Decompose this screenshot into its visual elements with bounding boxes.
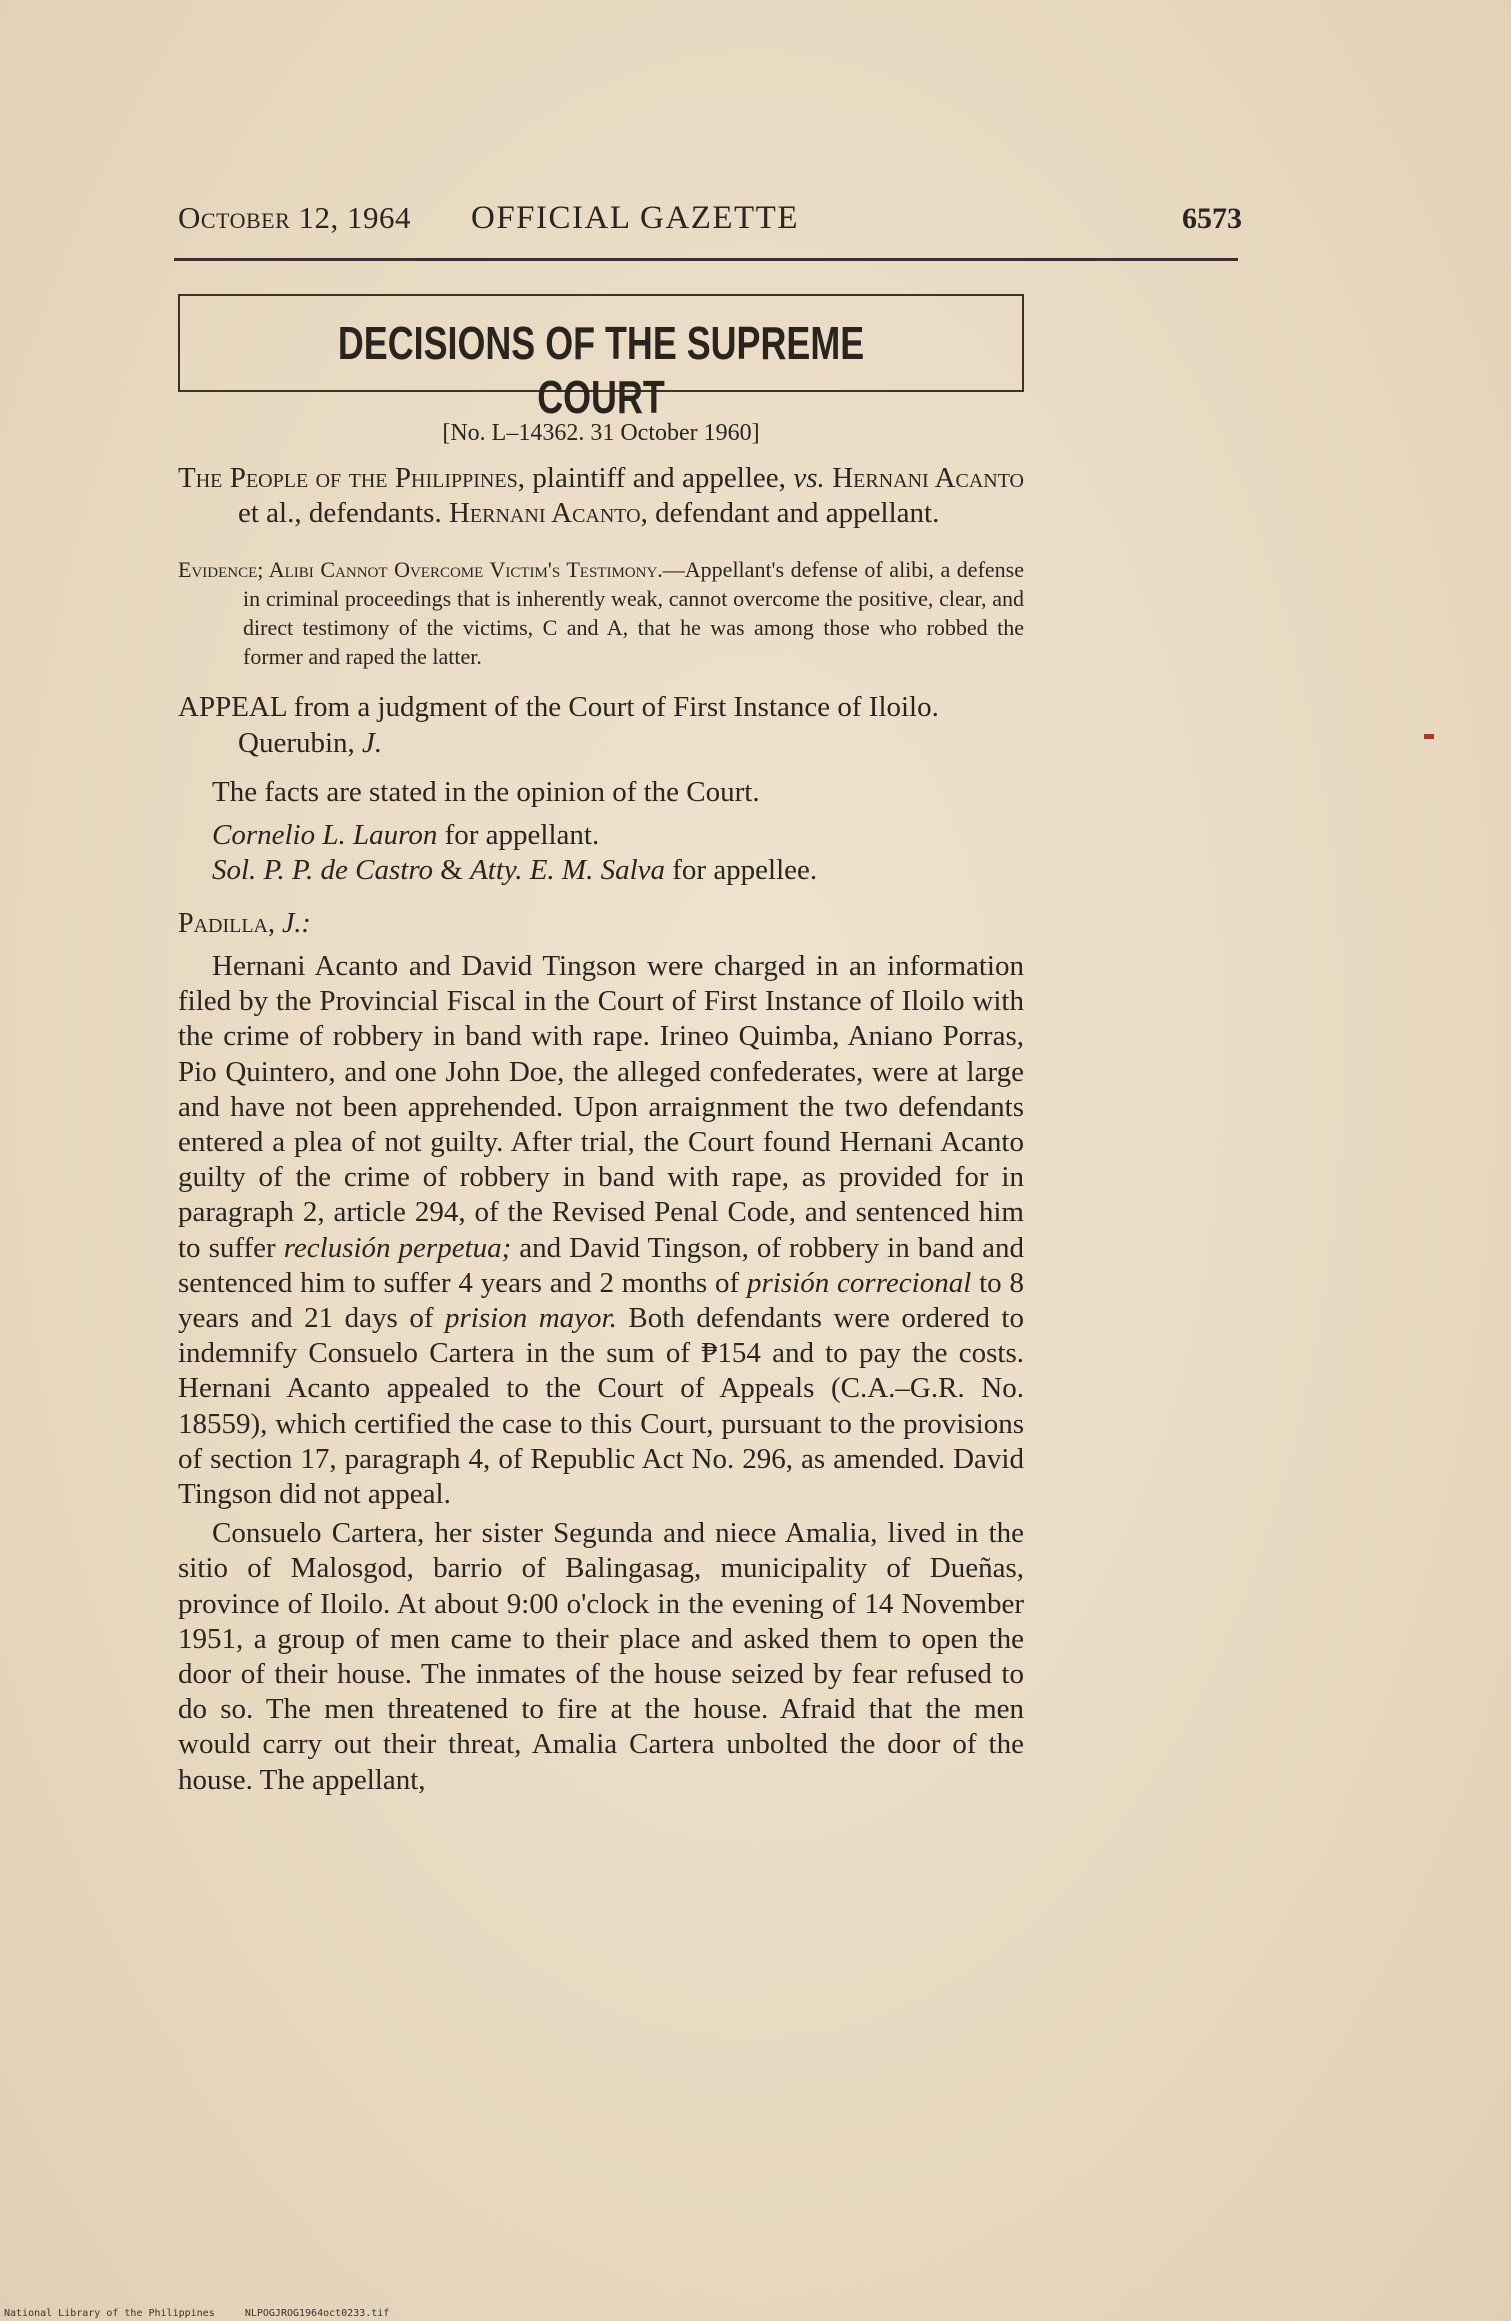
ponente-title: J.: [282, 908, 311, 939]
counsel-appellant [178, 818, 1024, 853]
paper-mark [1424, 734, 1434, 739]
footer-source: National Library of the Philippines [4, 2308, 215, 2319]
appeal-line [178, 689, 1024, 761]
section-banner [178, 294, 1024, 423]
opinion-text: Both defendants were ordered to indemnify Consuelo Cartera in the sum of ₱154 and to pay the costs. Hernani Acanto appealed to the Court of Appeals (C.A.–G.R. No. 18559), which certified the case to this Court, pursuant to the provisions of section 17, paragraph 4, of Republic Act No. 296, as amended. David Tingson did not appeal. [178, 1302, 1024, 1511]
counsel-appellee [178, 853, 1024, 888]
case-number: [No. L–14362. 31 October 1960] [442, 420, 760, 446]
caption-text: , defendant and appellant. [640, 497, 940, 529]
appeal-judge: J. [362, 727, 383, 759]
appellee-counsel-name-2: Atty. E. M. Salva [470, 854, 665, 886]
syllabus-heading: Evidence; Alibi Cannot Overcome Victim's Testimony. [178, 557, 663, 582]
header-rule [174, 258, 1238, 261]
scan-footer [4, 2308, 389, 2319]
caption-vs: vs. [793, 462, 825, 494]
opinion-paragraph: Consuelo Cartera, her sister Segunda and niece Amalia, lived in the sitio of Malosgod, barrio of Balingasag, municipality of Dueñas, province of Iloilo. At about 9:00 o'clock in the evening of 14 November 1951, a group of men came to their place and asked them to open the door of their house. The inmates of the house seized by fear refused to do so. The men threatened to fire at the house. Afraid that the men would carry out their threat, Amalia Cartera unbolted the door of the house. The appellant, [178, 1517, 1024, 1796]
appeal-text: APPEAL from a judgment of the Court of First Instance of Iloilo. Querubin, [178, 691, 939, 759]
opinion-italic: reclusión perpetua; [283, 1231, 512, 1264]
case-caption [178, 461, 1024, 531]
appellant-role: for appellant. [437, 819, 600, 851]
caption-text: , plaintiff and appellee, [517, 462, 794, 494]
appellee-amp: & [433, 854, 471, 886]
running-header [178, 200, 1242, 250]
appellant-counsel-name: Cornelio L. Lauron [212, 819, 438, 851]
caption-text: et al., defendants. [238, 497, 449, 529]
caption-appellant: Hernani Acanto [448, 497, 641, 529]
caption-defendant: Hernani Acanto [824, 462, 1024, 494]
footer-file: NLPOGJROG1964oct0233.tif [244, 2308, 390, 2319]
opinion-text: to 8 years and 21 days of [178, 1266, 1024, 1335]
opinion-italic: prision mayor. [445, 1302, 617, 1335]
appellee-role: for appellee. [665, 854, 818, 886]
banner-title: DECISIONS OF THE SUPREME COURT [337, 317, 865, 423]
opinion-text: and David Tingson, of robbery in band and sentenced him to suffer 4 years and 2 months of [178, 1231, 1024, 1299]
ponente-suffix: , [268, 908, 282, 939]
appellee-counsel-name: Sol. P. P. de Castro [212, 854, 434, 886]
syllabus-text: —Appellant's defense of alibi, a defense in criminal proceedings that is inherently weak, cannot overcome the positive, clear, and direct testimony of the victims, C and A, that he was among those who robbed the former and raped the latter. [243, 557, 1024, 669]
header-publication: OFFICIAL GAZETTE [471, 200, 799, 236]
header-date: October 12, 1964 [178, 200, 412, 235]
page-number: 6573 [1182, 202, 1242, 235]
facts-line: The facts are stated in the opinion of the Court. [212, 776, 760, 808]
decision-content [178, 420, 1024, 1798]
ponente-name: Padilla [178, 908, 268, 939]
opinion-italic: prisión correcional [747, 1266, 972, 1299]
caption-plaintiff: The People of the Philippines [178, 462, 518, 494]
syllabus [178, 555, 1024, 671]
opinion-paragraph [178, 949, 1024, 1512]
opinion-text: Hernani Acanto and David Tingson were charged in an information filed by the Provincial Fiscal in the Court of First Instance of Iloilo with the crime of robbery in band with rape. Irineo Quimba, Aniano Porras, Pio Quintero, and one John Doe, the alleged confederates, were at large and have not been apprehended. Upon arraignment the two defendants entered a plea of not guilty. After trial, the Court found Hernani Acanto guilty of the crime of robbery in band with rape, as provided for in paragraph 2, article 294, of the Revised Penal Code, and sentenced him to suffer [178, 950, 1024, 1264]
ponente [178, 906, 1024, 941]
